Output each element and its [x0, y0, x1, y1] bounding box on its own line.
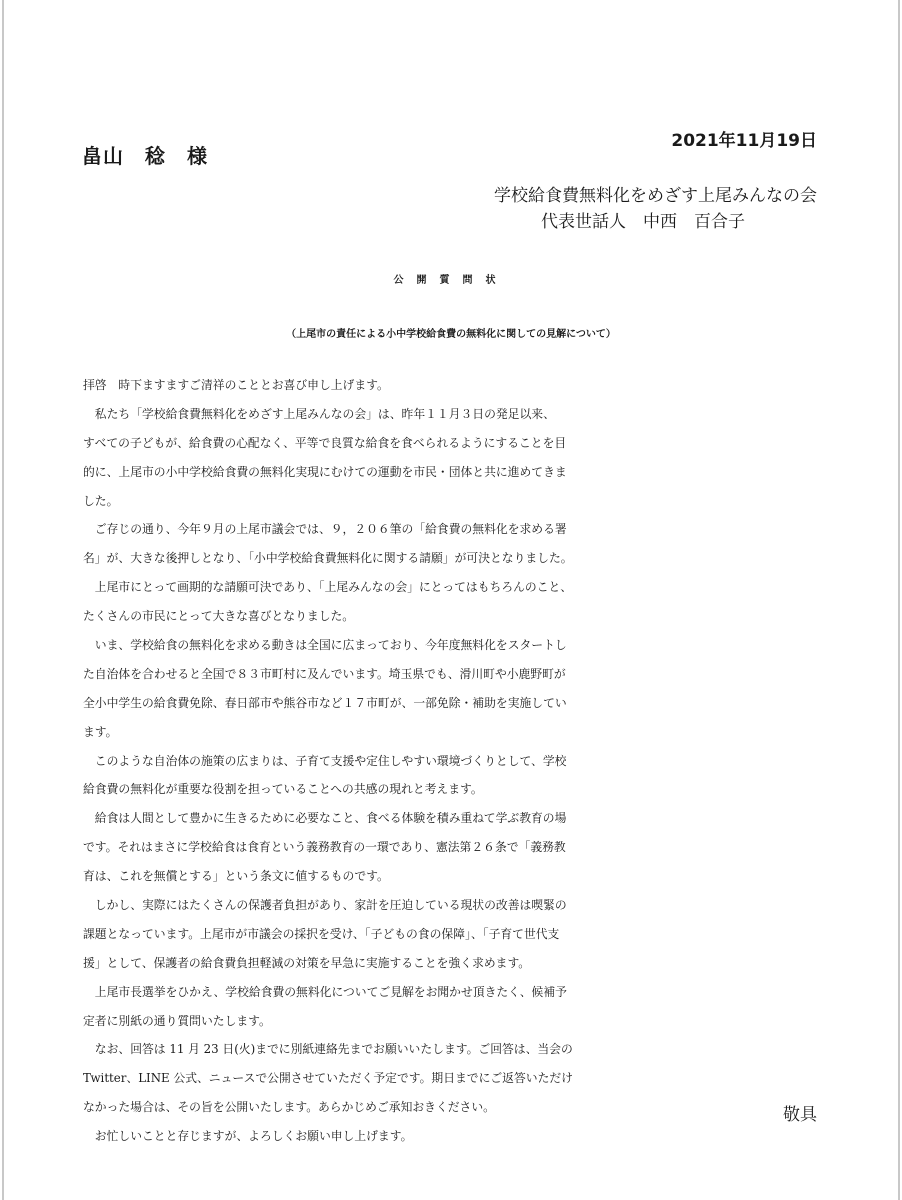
page-border-left	[2, 0, 4, 1200]
document-title: 公開質問状	[393, 275, 509, 286]
body-line: です。それはまさに学校給食は食育という義務教育の一環であり、憲法第２６条で「義務教	[83, 840, 566, 855]
body-line: しかし、実際にはたくさんの保護者負担があり、家計を圧迫している現状の改善は喫緊の	[83, 898, 567, 913]
body-line: 名」が、大きな後押しとなり、「小中学校給食費無料化に関する請願」が可決となりました。	[83, 551, 573, 566]
body-line: たくさんの市民にとって大きな喜びとなりました。	[83, 609, 355, 624]
body-line: 私たち「学校給食費無料化をめざす上尾みんなの会」は、昨年１１月３日の発足以来、	[83, 406, 555, 421]
body-line: 拝啓 時下ますますご清祥のこととお喜び申し上げます。	[83, 378, 389, 392]
body-line: した。	[83, 493, 119, 508]
page-border-right	[898, 0, 900, 1200]
body-line: 援」として、保護者の給食費負担軽減の対策を早急に実施することを強く求めます。	[83, 955, 531, 970]
body-line: た自治体を合わせると全国で８３市町村に及んでいます。埼玉県でも、滑川町や小鹿野町が	[83, 666, 566, 681]
addressee: 畠山 稔 様	[82, 144, 208, 168]
body-line: Twitter、LINE 公式、ニュースで公開させていただく予定です。期日までにご返答いただけ	[83, 1071, 573, 1086]
closing-remark: 敬具	[783, 1105, 817, 1125]
body-line: すべての子どもが、給食費の心配なく、平等で良質な給食を食べられるようにすることを目	[83, 435, 567, 450]
body-line: 定者に別紙の通り質問いたします。	[83, 1013, 271, 1028]
sender-representative: 代表世話人 中西 百合子	[541, 212, 745, 232]
body-line: お忙しいことと存じますが、よろしくお願い申し上げます。	[83, 1129, 413, 1144]
document-subtitle: （上尾市の責任による小中学校給食費の無料化に関しての見解について）	[286, 329, 616, 340]
body-line: このような自治体の施策の広まりは、子育て支援や定住しやすい環境づくりとして、学校	[83, 753, 567, 768]
body-line: 課題となっています。上尾市が市議会の採択を受け、「子どもの食の保障」、「子育て世代支	[83, 926, 560, 941]
body-line: ます。	[83, 724, 118, 739]
body-line: なかった場合は、その旨を公開いたします。あらかじめご承知おきください。	[83, 1100, 495, 1115]
sender-organization: 学校給食費無料化をめざす上尾みんなの会	[494, 186, 817, 206]
body-line: 給食は人間として豊かに生きるために必要なこと、食べる体験を積み重ねて学ぶ教育の場	[83, 811, 567, 826]
body-line: 上尾市にとって画期的な請願可決であり、「上尾みんなの会」にとってはもちろんのこと、	[83, 580, 573, 595]
body-line: 全小中学生の給食費免除、春日部市や熊谷市など１７市町が、一部免除・補助を実施してい	[83, 695, 567, 710]
body-line: 的に、上尾市の小中学校給食費の無料化実現にむけての運動を市民・団体と共に進めてきま	[83, 464, 567, 479]
body-line: ご存じの通り、今年９月の上尾市議会では、９，２０６筆の「給食費の無料化を求める署	[83, 522, 567, 537]
body-line: いま、学校給食の無料化を求める動きは全国に広まっており、今年度無料化をスタートし	[83, 638, 567, 653]
letter-body	[83, 371, 823, 1151]
letter-date: 2021年11月19日	[671, 131, 817, 151]
body-line: なお、回答は 11 月 23 日(火)までに別紙連絡先までお願いいたします。ご回答は、当会の	[83, 1042, 573, 1057]
body-line: 給食費の無料化が重要な役割を担っていることへの共感の現れと考えます。	[83, 782, 483, 797]
body-line: 育は、これを無償とする」という条文に値するものです。	[83, 869, 389, 884]
body-line: 上尾市長選挙をひかえ、学校給食費の無料化についてご見解をお聞かせ頂きたく、候補予	[83, 984, 567, 999]
